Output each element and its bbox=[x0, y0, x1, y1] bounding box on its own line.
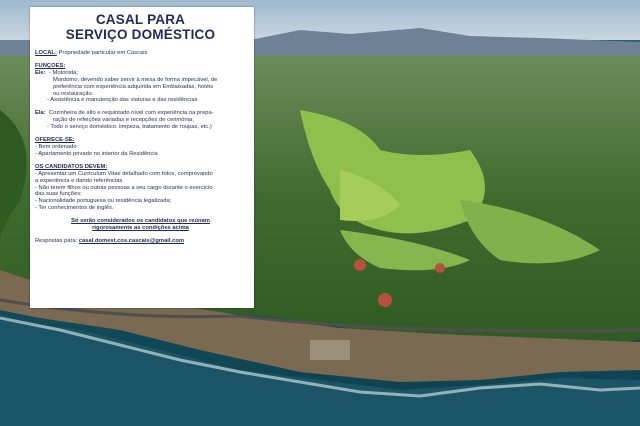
candidatos-item: das suas funções; bbox=[35, 191, 82, 198]
ele-line: preferência com experiência adquirida em Embaixadas, hotéis bbox=[53, 83, 214, 90]
poster-title bbox=[35, 12, 246, 42]
candidatos-item: - Ter conhecimentos de inglês. bbox=[35, 205, 114, 212]
job-advertisement-poster bbox=[30, 7, 254, 308]
oferece-item: - Apartamento privado no interior da Residência bbox=[35, 150, 158, 157]
candidatos-item: a experiência e dando referências bbox=[35, 177, 123, 184]
contact-label: Respostas para: bbox=[35, 237, 78, 244]
candidatos-item: - Nacionalidade portuguesa ou residência legalizada; bbox=[35, 198, 172, 205]
ele-line: Mordomo, devendo saber servir à mesa de forma impecável, de bbox=[53, 76, 218, 83]
funcoes-heading: FUNÇÕES: bbox=[35, 62, 66, 69]
contact-row bbox=[35, 238, 246, 245]
oferece-heading: OFERECE-SE: bbox=[35, 137, 75, 144]
candidatos-heading: OS CANDIDATOS DEVEM: bbox=[35, 163, 108, 170]
local-label: LOCAL: bbox=[35, 50, 57, 56]
oferece-item: - Bem ordenado bbox=[35, 143, 77, 150]
ela-row-0 bbox=[35, 110, 246, 117]
local-text: Propriedade particular em Cascais bbox=[58, 50, 148, 56]
ela-line: ração de refeições variadas e recepções de cerimónia; bbox=[53, 117, 194, 124]
note-line-2: rigorosamente as condições acima bbox=[92, 225, 189, 232]
title-line-1: CASAL PARA bbox=[95, 12, 186, 27]
ela-label: Ela: bbox=[35, 110, 46, 117]
ele-line: - Motorista; bbox=[49, 69, 78, 76]
ele-row-0 bbox=[35, 70, 246, 77]
title-line-2: SERVIÇO DOMÉSTICO bbox=[65, 27, 216, 42]
ela-line: - Todo o serviço doméstico: limpeza, tratamento de roupas, etc.) bbox=[47, 124, 212, 131]
candidatos-item: - Apresentar um Curriculum Vitae detalhado com fotos, comprovando bbox=[35, 170, 213, 177]
candidatos-item: - Não terem filhos ou outras pessoas a seu cargo durante o exercício bbox=[35, 184, 213, 191]
ele-line: - Assistência e manutenção das viaturas e das residências bbox=[47, 97, 198, 104]
local-row bbox=[35, 50, 246, 57]
note-line-1: Só serão considerados os candidatos que reúnam bbox=[71, 218, 210, 225]
ela-line: Cozinheira de alto e requintado nível com experiência na prepa- bbox=[49, 110, 214, 117]
contact-email[interactable]: casal.domest.cos.cascais@gmail.com bbox=[78, 237, 185, 244]
ele-line: ou restauração. bbox=[53, 90, 94, 97]
ele-label: Ele: bbox=[35, 69, 46, 76]
